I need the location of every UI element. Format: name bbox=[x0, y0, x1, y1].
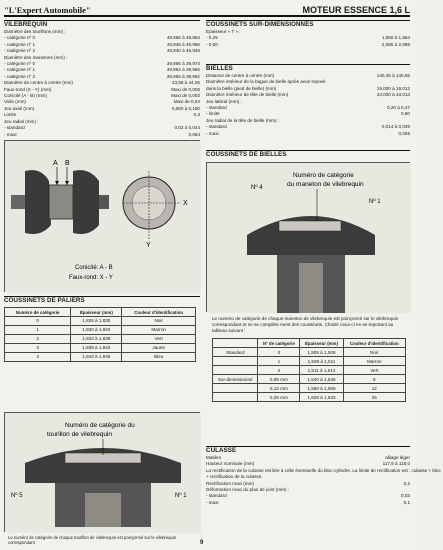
bielles-table-cell: Noir bbox=[343, 348, 405, 357]
vilebrequin-spec-value: 49,956 à 49,964 bbox=[166, 35, 200, 41]
paliers-table-cell: 1 bbox=[5, 326, 71, 335]
coussinets-paliers-section bbox=[4, 296, 200, 362]
sur-spec-label: - 0,25 bbox=[206, 35, 218, 41]
bielles-table-row bbox=[213, 393, 406, 402]
sur-spec-label: - 0,50 bbox=[206, 41, 218, 47]
maneton-label-n1: Nº 1 bbox=[369, 199, 381, 205]
culasse-spec-value: alliage léger bbox=[385, 455, 410, 460]
vilebrequin-specs bbox=[4, 29, 200, 138]
paliers-table-cell: 0 bbox=[5, 317, 71, 326]
fauxrond-legend: Faux-rond: X - Y bbox=[69, 275, 113, 281]
label-a: A bbox=[53, 160, 58, 167]
vilebrequin-spec-value: Maxi de 0,005 bbox=[171, 86, 200, 92]
coussinets-bielles-section bbox=[206, 150, 410, 159]
sur-title: COUSSINETS SUR-DIMENSIONNÉS bbox=[206, 20, 410, 29]
sur-spec-label: Épaisseur « T » : bbox=[206, 29, 241, 34]
paliers-table-header: Couleur d'identification bbox=[122, 308, 196, 317]
bielles-table-cell: 8 bbox=[343, 375, 405, 384]
vilebrequin-section bbox=[4, 20, 200, 138]
bielles-table-cell bbox=[213, 384, 258, 393]
maneton-title-1: Numéro de catégorie bbox=[293, 172, 354, 179]
vilebrequin-spec-label: - catégorie nº 0 bbox=[4, 61, 36, 67]
bielles-table bbox=[212, 338, 406, 402]
paliers-table-cell: Bleu bbox=[122, 353, 196, 362]
bielles-table-header: Épaisseur (mm) bbox=[300, 339, 343, 348]
bielles-table-cell: Vert bbox=[343, 366, 405, 375]
maneton-drawing bbox=[207, 163, 411, 313]
bielles-spec-label: dans la bielle (pied de bielle) (mm) bbox=[206, 85, 277, 91]
paliers-table-cell: Jaune bbox=[122, 344, 196, 353]
culasse-spec-value: 0,1 bbox=[403, 499, 410, 505]
culasse-spec-value: 0,2 bbox=[403, 480, 410, 486]
culasse-spec-label: - maxi bbox=[206, 499, 219, 505]
vilebrequin-spec-label: Diamètre des tourillons (mm) : bbox=[4, 29, 66, 34]
magazine-title: "L'Expert Automobile" bbox=[4, 5, 91, 15]
vilebrequin-spec-value: Maxi de 0,002 bbox=[171, 93, 200, 99]
bielles-table-cell: 1,505 à 1,508 bbox=[300, 348, 343, 357]
bielles-table-cell: 1,560 à 1,566 bbox=[300, 384, 343, 393]
conicite-legend: Conicité: A - B bbox=[75, 265, 113, 271]
culasse-spec-label: La rectification de la culasse est liée à celle éventuelle du bloc-cylindre. La limite de rectification est : culasse + bloc bbox=[206, 467, 441, 473]
bielles-table-cell: 12 bbox=[343, 384, 405, 393]
vilebrequin-spec-label: Diamètre des manetons (mm) : bbox=[4, 54, 68, 60]
crankshaft-drawing bbox=[5, 141, 201, 293]
paliers-table-header: Numéro de catégorie bbox=[5, 308, 71, 317]
paliers-table-row bbox=[5, 335, 196, 344]
bielles-table-cell: 0 bbox=[258, 348, 300, 357]
paliers-table-cell: 3 bbox=[5, 344, 71, 353]
bielles-spec-label: Diamètre intérieur de tête de bielle (mm) bbox=[206, 92, 289, 98]
vilebrequin-spec-label: Faux-rond (X - Y) (mm) bbox=[4, 86, 52, 92]
vilebrequin-spec-value: Maxi de 0,04 bbox=[173, 99, 200, 105]
vilebrequin-spec-row bbox=[4, 132, 200, 138]
engine-title: MOTEUR ESSENCE 1,6 L bbox=[302, 5, 410, 15]
label-b: B bbox=[65, 160, 70, 167]
paliers-title: COUSSINETS DE PALIERS bbox=[4, 296, 200, 305]
paliers-table-row bbox=[5, 353, 196, 362]
sur-spec-row bbox=[206, 42, 410, 48]
bielles-table-header bbox=[213, 339, 258, 348]
culasse-spec-label: Matière bbox=[206, 455, 222, 460]
maneton-title-2: du maneton de vilebrequin bbox=[287, 181, 364, 188]
culasse-spec-value bbox=[441, 468, 443, 474]
bielles-table-row bbox=[213, 375, 406, 384]
paliers-note: Le numéro de catégorie de chaque tourillon de vilebrequin est poinçonné sur le vilebrequin correspondant bbox=[8, 535, 177, 545]
bielles-table-cell bbox=[213, 393, 258, 402]
tourillon-drawing bbox=[5, 413, 201, 533]
bielles-table-cell bbox=[213, 366, 258, 375]
label-x: X bbox=[183, 200, 188, 207]
vilebrequin-spec-label: - maxi bbox=[4, 131, 17, 137]
page-number: 9 bbox=[200, 540, 204, 546]
paliers-table-cell: 1,838 à 1,842 bbox=[71, 344, 122, 353]
vilebrequin-spec-label: - standard bbox=[4, 125, 25, 131]
bielles-table-cell: 0,25 mm bbox=[258, 393, 300, 402]
bielles-spec-value: 140,45 à 140,55 bbox=[376, 73, 410, 78]
bielles-table-header: Couleur d'identification bbox=[343, 339, 405, 348]
sur-spec-value: 1,960 à 1,964 bbox=[381, 35, 410, 41]
sur-specs bbox=[206, 29, 410, 48]
bielles-spec-label: - limite bbox=[206, 111, 220, 117]
paliers-table-cell: Vert bbox=[122, 335, 196, 344]
bielles-title: BIELLES bbox=[206, 64, 410, 73]
bielles-table-cell: 1,540 à 1,546 bbox=[300, 375, 343, 384]
bielles-table-header: Nº de catégorie bbox=[258, 339, 300, 348]
paliers-table-row bbox=[5, 317, 196, 326]
bielles-table-cell: Marron bbox=[343, 357, 405, 366]
paliers-table-cell: Noir bbox=[122, 317, 196, 326]
culasse-specs bbox=[206, 455, 441, 506]
paliers-table-header: Épaisseur (mm) bbox=[71, 308, 122, 317]
bielles-table-cell: 0,08 mm bbox=[258, 375, 300, 384]
culasse-title: CULASSE bbox=[206, 446, 410, 455]
bielles-table-row bbox=[213, 366, 406, 375]
tourillon-figure bbox=[4, 412, 200, 532]
bielles-spec-value: 0,055 bbox=[398, 130, 410, 136]
bielles-table-row bbox=[213, 348, 406, 357]
bielles-table-row bbox=[213, 357, 406, 366]
bielles-table-row bbox=[213, 384, 406, 393]
vilebrequin-spec-label: Jeu axial (mm) bbox=[4, 105, 35, 111]
vilebrequin-spec-label: Diamètre de centre à centre (mm) bbox=[4, 80, 73, 86]
bielles-spec-value: 43,000 à 43,013 bbox=[376, 92, 410, 98]
vilebrequin-spec-value: 39,956 à 39,962 bbox=[166, 73, 200, 79]
bielles-section bbox=[206, 64, 410, 137]
label-y: Y bbox=[146, 242, 151, 249]
paliers-table-cell: 1,826 à 1,830 bbox=[71, 317, 122, 326]
culasse-spec-label: + rectification de la culasse. bbox=[206, 474, 263, 480]
vilebrequin-spec-value: 39,966 à 39,974 bbox=[166, 61, 200, 67]
vilebrequin-spec-label: - catégorie nº 1 bbox=[4, 41, 36, 47]
paliers-table-cell: 1,830 à 1,834 bbox=[71, 326, 122, 335]
bielles-coussinets-title: COUSSINETS DE BIELLES bbox=[206, 150, 410, 159]
paliers-table bbox=[4, 307, 196, 362]
bielles-spec-label: Diamètre intérieur de la bague de bielle après avoir reposé bbox=[206, 79, 326, 85]
bielles-spec-row bbox=[206, 131, 410, 137]
vilebrequin-spec-value: 49,948 à 49,956 bbox=[166, 41, 200, 47]
paliers-table-cell: 1,834 à 1,838 bbox=[71, 335, 122, 344]
vilebrequin-spec-label: - catégorie nº 0 bbox=[4, 35, 36, 41]
culasse-spec-row bbox=[206, 500, 410, 506]
culasse-spec-label: - standard bbox=[206, 493, 227, 499]
bielles-table-cell: 25 bbox=[343, 393, 405, 402]
sur-spec-value: 2,085 à 2,089 bbox=[381, 41, 410, 47]
bielles-table-cell: 1,511 à 1,514 bbox=[300, 366, 343, 375]
paliers-table-row bbox=[5, 326, 196, 335]
bielles-spec-label: - standard bbox=[206, 124, 227, 130]
paliers-table-cell: 2 bbox=[5, 335, 71, 344]
bielles-spec-label: Jeu radial de la tête de bielle (mm) : bbox=[206, 117, 280, 123]
vilebrequin-spec-label: - catégorie nº 2 bbox=[4, 73, 36, 79]
bielles-table-cell: 0,12 mm bbox=[258, 384, 300, 393]
bielles-spec-value: 19,000 à 19,012 bbox=[376, 85, 410, 91]
bielles-table-cell: Standard bbox=[213, 348, 258, 357]
vilebrequin-spec-label: Conicité (A - B) (mm) bbox=[4, 93, 47, 99]
bielles-table-cell: 1 bbox=[258, 357, 300, 366]
bielles-table-cell bbox=[213, 357, 258, 366]
bielles-table-cell: 1,628 à 1,633 bbox=[300, 393, 343, 402]
culasse-spec-label: Hauteur nominale (mm) bbox=[206, 461, 255, 467]
coussinets-sur-section bbox=[206, 20, 410, 48]
culasse-spec-value: 0,03 bbox=[401, 493, 410, 499]
bielles-table-cell: 1,508 à 1,511 bbox=[300, 357, 343, 366]
vilebrequin-spec-value: 43,98 à 44,05 bbox=[171, 80, 200, 86]
vilebrequin-spec-label: - catégorie nº 2 bbox=[4, 48, 36, 54]
tourillon-label-n5: Nº 5 bbox=[11, 493, 23, 499]
maneton-figure bbox=[206, 162, 410, 312]
vilebrequin-spec-label: Voile (mm) bbox=[4, 99, 26, 105]
bielles-spec-value: 0,20 à 0,47 bbox=[387, 105, 410, 111]
vilebrequin-spec-value: 0,064 bbox=[188, 131, 200, 137]
culasse-section bbox=[206, 446, 441, 506]
maneton-label-n4: Nº 4 bbox=[251, 185, 263, 191]
bielles-spec-value: 0,60 bbox=[401, 111, 410, 117]
bielles-specs bbox=[206, 73, 410, 137]
tourillon-title-1: Numéro de catégorie du bbox=[65, 422, 135, 429]
bielles-spec-label: Jeu latéral (mm) : bbox=[206, 98, 242, 104]
tourillon-label-n1: Nº 1 bbox=[175, 493, 187, 499]
vilebrequin-spec-value: 0,060 à 0,180 bbox=[171, 105, 200, 111]
vilebrequin-spec-value: 49,940 à 49,948 bbox=[166, 48, 200, 54]
vilebrequin-spec-label: Limite bbox=[4, 112, 17, 118]
bielles-spec-label: - maxi bbox=[206, 130, 219, 136]
bielles-spec-value: 0,014 à 0,039 bbox=[381, 124, 410, 130]
paliers-table-cell: Marron bbox=[122, 326, 196, 335]
bielles-text: Le numéro de catégorie de chaque maneton de vilebrequin est poinçonné sur le vilebrequin correspondant et ne se complète ment des coussinets. Choisir ceux-ci en se reportant au tableau suivant : bbox=[212, 316, 399, 334]
vilebrequin-spec-label: Jeu radial (mm) : bbox=[4, 118, 39, 124]
crankshaft-figure bbox=[4, 140, 200, 292]
paliers-table-cell: 4 bbox=[5, 353, 71, 362]
culasse-spec-label: Rectification maxi (mm) bbox=[206, 480, 254, 486]
bielles-spec-label: - standard bbox=[206, 105, 227, 111]
paliers-table-cell: 1,842 à 1,846 bbox=[71, 353, 122, 362]
bielles-table-cell: 2 bbox=[258, 366, 300, 375]
culasse-spec-value: 117,9 à 118,0 bbox=[382, 461, 410, 467]
bielles-spec-label: Distance de centre à centre (mm) bbox=[206, 73, 275, 78]
vilebrequin-spec-value: 39,962 à 39,966 bbox=[166, 67, 200, 73]
page-header bbox=[4, 3, 410, 17]
paliers-table-row bbox=[5, 344, 196, 353]
culasse-spec-label: Déformation maxi du plan de joint (mm) : bbox=[206, 487, 289, 493]
vilebrequin-spec-label: - catégorie nº 1 bbox=[4, 67, 36, 73]
vilebrequin-spec-value: 0,02 à 0,044 bbox=[174, 125, 200, 131]
bielles-table-cell: Sur-dimensionné bbox=[213, 375, 258, 384]
vilebrequin-spec-value: 0,3 bbox=[193, 112, 200, 118]
tourillon-title-2: tourillon de vilebrequin bbox=[47, 431, 113, 438]
vilebrequin-title: VILEBREQUIN bbox=[4, 20, 200, 29]
